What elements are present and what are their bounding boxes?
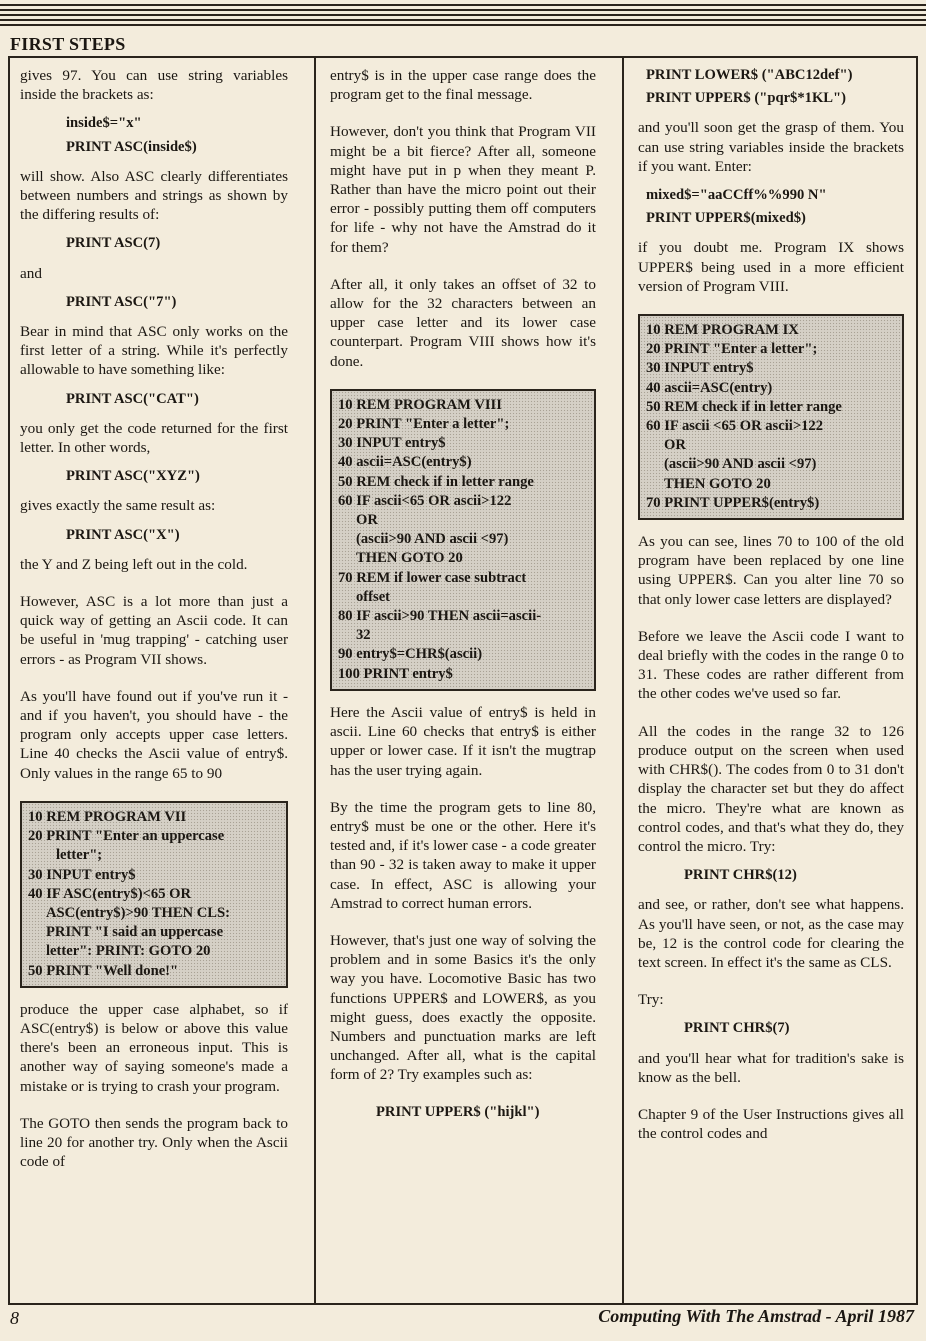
frame-left-rule bbox=[8, 57, 10, 1304]
listing-line: 40 IF ASC(entry$)<65 OR bbox=[28, 885, 192, 902]
listing-line: 50 REM check if in letter range bbox=[338, 473, 534, 490]
paragraph: However, don't you think that Program VII might be a bit fierce? After all, someone might have put in p when they meant P. Rather than have the micro point out their error - possibly putting them off computers for life - why not have the Amstrad do it for them? bbox=[330, 123, 596, 256]
paragraph: produce the upper case alphabet, so if ASC(entry$) is below or above this value there's been an erroneous input. This is another way of saying someone's made a mistake or is trying to crash your program. bbox=[20, 1000, 288, 1095]
listing-line: 32 bbox=[356, 627, 371, 644]
listing-line: ASC(entry$)>90 THEN CLS: bbox=[46, 904, 230, 921]
listing-line: (ascii>90 AND ascii <97) bbox=[356, 531, 509, 548]
code-example: PRINT CHR$(7) bbox=[684, 1020, 790, 1037]
listing-line: 70 REM if lower case subtract bbox=[338, 569, 527, 586]
paragraph: you only get the code returned for the first letter. In other words, bbox=[20, 419, 288, 457]
listing-line: 30 INPUT entry$ bbox=[646, 360, 754, 377]
code-example: PRINT ASC("7") bbox=[66, 293, 177, 310]
listing-line: OR bbox=[664, 437, 686, 454]
paragraph: if you doubt me. Program IX shows UPPER$ being used in a more efficient version of Program VIII. bbox=[638, 239, 904, 295]
listing-line: 10 REM PROGRAM VIII bbox=[338, 396, 502, 413]
column-1 bbox=[20, 66, 288, 1298]
code-example: PRINT UPPER$(mixed$) bbox=[646, 210, 806, 227]
paragraph: Bear in mind that ASC only works on the first letter of a string. While it's perfectly allowable to have something like: bbox=[20, 323, 288, 379]
column-divider bbox=[622, 57, 624, 1304]
code-example: PRINT ASC("X") bbox=[66, 526, 180, 543]
frame-top-rule bbox=[8, 56, 918, 58]
paragraph: However, that's just one way of solving the problem and in some Basics it's the only way you have. Locomotive Basic has two functions UPPER$ and LOWER$, as you might guess, does exactly the opposite. Numbers and punctuation marks are left unchanged. After all, what is the capital form of 2? Try examples such as: bbox=[330, 931, 596, 1084]
code-example: PRINT ASC("CAT") bbox=[66, 390, 199, 407]
column-2 bbox=[330, 66, 596, 1298]
listing-line: (ascii>90 AND ascii <97) bbox=[664, 456, 817, 473]
listing-line: 20 PRINT "Enter an uppercase bbox=[28, 828, 225, 845]
page-number: 8 bbox=[10, 1308, 19, 1328]
paragraph: and you'll hear what for tradition's sake is know as the bell. bbox=[638, 1049, 904, 1086]
paragraph: and you'll soon get the grasp of them. You can use string variables inside the brackets if you want. Enter: bbox=[638, 119, 904, 175]
paragraph: and bbox=[20, 264, 42, 282]
code-example: mixed$="aaCCff%%990 N" bbox=[646, 187, 827, 204]
listing-line: 50 PRINT "Well done!" bbox=[28, 962, 179, 979]
code-example: PRINT LOWER$ ("ABC12def") bbox=[646, 67, 853, 83]
paragraph: Before we leave the Ascii code I want to deal briefly with the codes in the range 0 to 31. These codes are rather different from the other codes we've used so far. bbox=[638, 627, 904, 703]
listing-line: 30 INPUT entry$ bbox=[28, 866, 136, 883]
code-example: PRINT ASC(7) bbox=[66, 235, 161, 252]
paragraph: All the codes in the range 32 to 126 produce output on the screen when used with CHR$(). The codes from 0 to 31 don't display the character set but they do affect the micro. They're what are known as control codes, and that's what they do, they control the micro. Try: bbox=[638, 722, 904, 855]
paragraph: By the time the program gets to line 80, entry$ must be one or the other. Here it's tested and, if it's lower case - a code greater than 90 - 32 is taken away to make it upper case. In effect, ASC is allowing your Amstrad to correct human errors. bbox=[330, 798, 596, 912]
paragraph: gives 97. You can use string variables inside the brackets as: bbox=[20, 67, 288, 104]
listing-line: 50 REM check if in letter range bbox=[646, 398, 842, 415]
listing-line: THEN GOTO 20 bbox=[356, 550, 463, 567]
listing-line: 20 PRINT "Enter a letter"; bbox=[646, 341, 818, 358]
listing-line: 40 ascii=ASC(entry$) bbox=[338, 454, 472, 471]
paragraph: After all, it only takes an offset of 32 to allow for the 32 characters between an upper case letter and its lower case counterpart. Program VIII shows how it's done. bbox=[330, 275, 596, 370]
paragraph: the Y and Z being left out in the cold. bbox=[20, 555, 248, 573]
listing-line: 60 IF ascii <65 OR ascii>122 bbox=[646, 418, 824, 435]
header-rules bbox=[0, 4, 926, 30]
program-listing-vii bbox=[20, 801, 288, 988]
paragraph: entry$ is in the upper case range does the program get to the final message. bbox=[330, 67, 596, 104]
paragraph: However, ASC is a lot more than just a quick way of getting an Ascii code. It can be useful in 'mug trapping' - catching user errors - as Program VII shows. bbox=[20, 593, 288, 668]
listing-line: 70 PRINT UPPER$(entry$) bbox=[646, 494, 820, 511]
paragraph: and see, or rather, don't see what happens. As you'll have seen, or not, as the case may be, 12 is the control code for clearing the text screen. In effect it's the same as CLS. bbox=[638, 896, 904, 971]
frame-bottom-rule bbox=[8, 1303, 918, 1305]
listing-line: 60 IF ascii<65 OR ascii>122 bbox=[338, 492, 512, 509]
listing-line: 10 REM PROGRAM IX bbox=[646, 322, 799, 339]
paragraph: Chapter 9 of the User Instructions gives all the control codes and bbox=[638, 1105, 904, 1143]
listing-line: PRINT "I said an uppercase bbox=[46, 924, 224, 941]
paragraph: The GOTO then sends the program back to line 20 for another try. Only when the Ascii code of bbox=[20, 1114, 288, 1171]
listing-line: letter": PRINT: GOTO 20 bbox=[46, 943, 211, 960]
listing-line: offset bbox=[356, 588, 391, 605]
listing-line: 10 REM PROGRAM VII bbox=[28, 808, 187, 825]
paragraph: will show. Also ASC clearly differentiates between numbers and strings as shown by the differing results of: bbox=[20, 167, 288, 224]
listing-line: 80 IF ascii>90 THEN ascii=ascii- bbox=[338, 608, 542, 625]
publication-footer: Computing With The Amstrad - April 1987 bbox=[598, 1306, 914, 1326]
code-example: PRINT ASC(inside$) bbox=[66, 138, 197, 155]
program-listing-ix bbox=[638, 314, 904, 520]
listing-line: 20 PRINT "Enter a letter"; bbox=[338, 416, 510, 433]
listing-line: 90 entry$=CHR$(ascii) bbox=[338, 646, 483, 663]
code-example: PRINT ASC("XYZ") bbox=[66, 468, 200, 485]
listing-line: 100 PRINT entry$ bbox=[338, 665, 453, 682]
frame-right-rule bbox=[916, 57, 918, 1304]
code-example: inside$="x" bbox=[66, 115, 142, 132]
column-3 bbox=[638, 66, 904, 1298]
paragraph: Try: bbox=[638, 991, 664, 1009]
listing-line: letter"; bbox=[56, 847, 103, 864]
paragraph: gives exactly the same result as: bbox=[20, 497, 216, 515]
paragraph: As you'll have found out if you've run it - and if you haven't, you should have - the program only accepts upper case letters. Line 40 checks the Ascii value of entry$. Only values in the range 65 to 90 bbox=[20, 687, 288, 782]
program-listing-viii bbox=[330, 389, 596, 691]
code-example: PRINT CHR$(12) bbox=[684, 867, 797, 884]
listing-line: 40 ascii=ASC(entry) bbox=[646, 379, 773, 396]
column-divider bbox=[314, 57, 316, 1304]
paragraph: As you can see, lines 70 to 100 of the old program have been replaced by one line using UPPER$. Can you alter line 70 so that only lower case letters are displayed? bbox=[638, 533, 904, 608]
listing-line: OR bbox=[356, 512, 378, 529]
code-example: PRINT UPPER$ ("hijkl") bbox=[376, 1103, 540, 1120]
code-example: PRINT UPPER$ ("pqr$*1KL") bbox=[646, 90, 846, 107]
section-title: FIRST STEPS bbox=[10, 34, 126, 54]
paragraph: Here the Ascii value of entry$ is held in ascii. Line 60 checks that entry$ is either upper or lower case. If it isn't the mugtrap has the user trying again. bbox=[330, 703, 596, 779]
listing-line: 30 INPUT entry$ bbox=[338, 435, 446, 452]
listing-line: THEN GOTO 20 bbox=[664, 475, 771, 492]
